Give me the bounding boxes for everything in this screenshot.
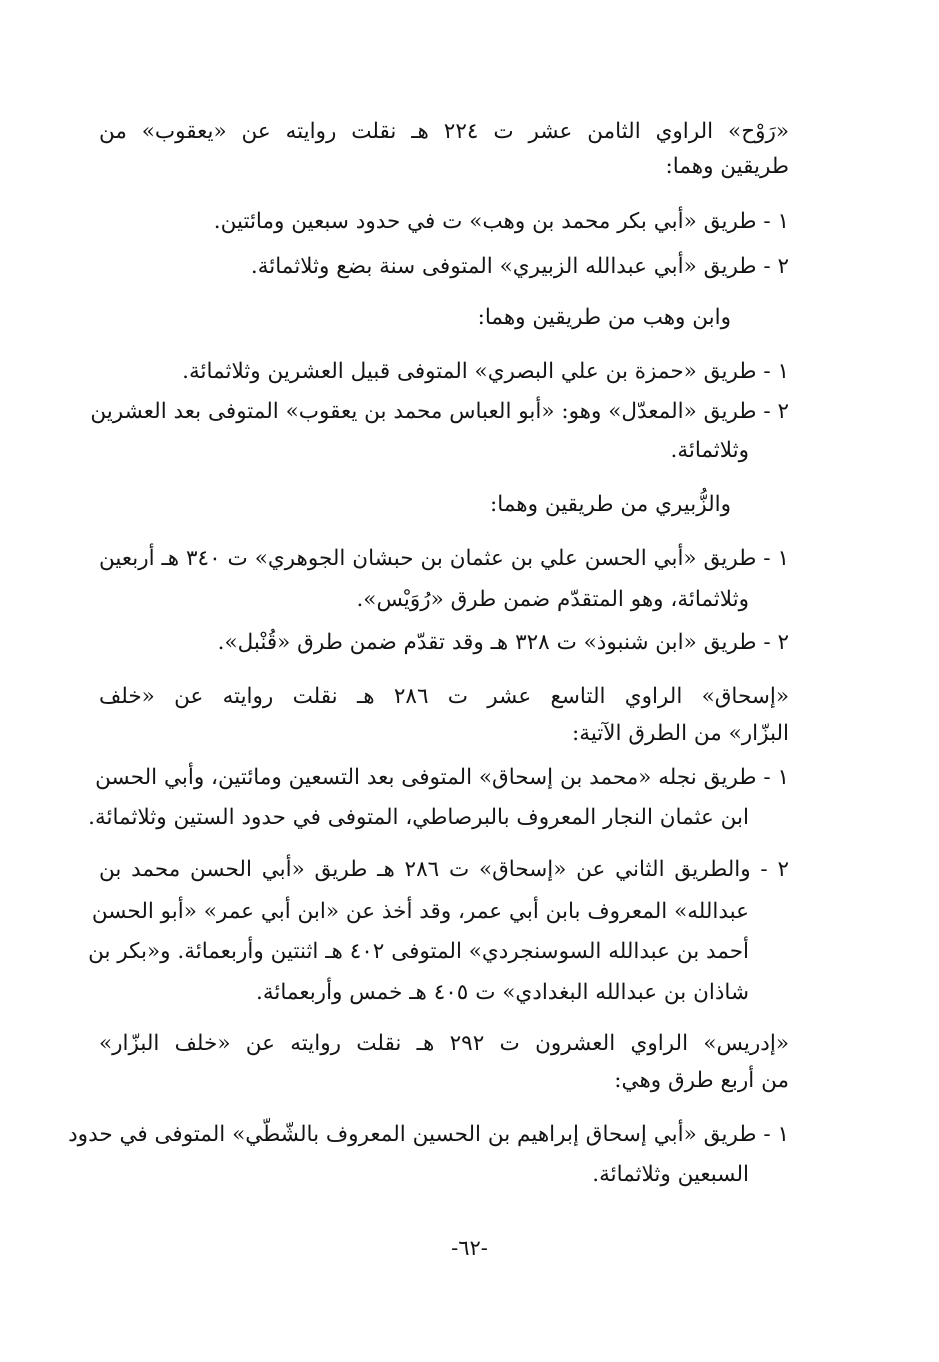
- text-line: ابن عثمان النجار المعروف بالبرصاطي، المتوفى في حدود الستين وثلاثمائة.: [88, 805, 749, 830]
- text-line: «إدريس» الراوي العشرون ت ٢٩٢ هـ نقلت روايته عن «خلف البزّار»: [99, 1031, 789, 1056]
- text-line: وابن وهب من طريقين وهما:: [477, 305, 731, 330]
- text-line: ٢ - طريق «أبي عبدالله الزبيري» المتوفى سنة بضع وثلاثمائة.: [250, 254, 789, 279]
- text-line: «إسحاق» الراوي التاسع عشر ت ٢٨٦ هـ نقلت روايته عن «خلف: [99, 684, 789, 709]
- text-line: ٢ - طريق «ابن شنبوذ» ت ٣٢٨ هـ وقد تقدّم ضمن طرق «قُنْبل».: [217, 630, 789, 655]
- text-line: ١ - طريق «أبي بكر محمد بن وهب» ت في حدود سبعين ومائتين.: [213, 209, 789, 234]
- text-line: من أربع طرق وهي:: [614, 1068, 789, 1093]
- page-number: -٦٢-: [451, 1236, 488, 1260]
- text-line: ١ - طريق «أبي إسحاق إبراهيم بن الحسين المعروف بالشّطّي» المتوفى في حدود: [68, 1122, 789, 1147]
- text-line: ١ - طريق «أبي الحسن علي بن عثمان بن حبشان الجوهري» ت ٣٤٠ هـ أربعين: [99, 546, 789, 571]
- text-line: وثلاثمائة، وهو المتقدّم ضمن طرق «رُوَيْس».: [356, 587, 749, 612]
- text-line: البزّار» من الطرق الآتية:: [572, 721, 789, 746]
- text-line: طريقين وهما:: [665, 154, 789, 179]
- text-line: ١ - طريق نجله «محمد بن إسحاق» المتوفى بعد التسعين ومائتين، وأبي الحسن: [95, 765, 789, 790]
- text-line: والزُّبيري من طريقين وهما:: [490, 492, 731, 517]
- text-line: السبعين وثلاثمائة.: [592, 1162, 749, 1187]
- text-line: ٢ - طريق «المعدّل» وهو: «أبو العباس محمد بن يعقوب» المتوفى بعد العشرين: [90, 399, 789, 424]
- text-line: شاذان بن عبدالله البغدادي» ت ٤٠٥ هـ خمس وأربعمائة.: [256, 980, 749, 1005]
- text-line: وثلاثمائة.: [670, 438, 749, 463]
- text-line: ١ - طريق «حمزة بن علي البصري» المتوفى قبيل العشرين وثلاثمائة.: [182, 359, 789, 384]
- text-line: «رَوْح» الراوي الثامن عشر ت ٢٢٤ هـ نقلت روايته عن «يعقوب» من: [99, 119, 789, 144]
- text-line: أحمد بن عبدالله السوسنجردي» المتوفى ٤٠٢ هـ اثنتين وأربعمائة. و«بكر بن: [88, 939, 749, 964]
- text-line: ٢ - والطريق الثاني عن «إسحاق» ت ٢٨٦ هـ طريق «أبي الحسن محمد بن: [99, 857, 789, 882]
- text-line: عبدالله» المعروف بابن أبي عمر، وقد أخذ عن «ابن أبي عمر» «أبو الحسن: [91, 899, 749, 924]
